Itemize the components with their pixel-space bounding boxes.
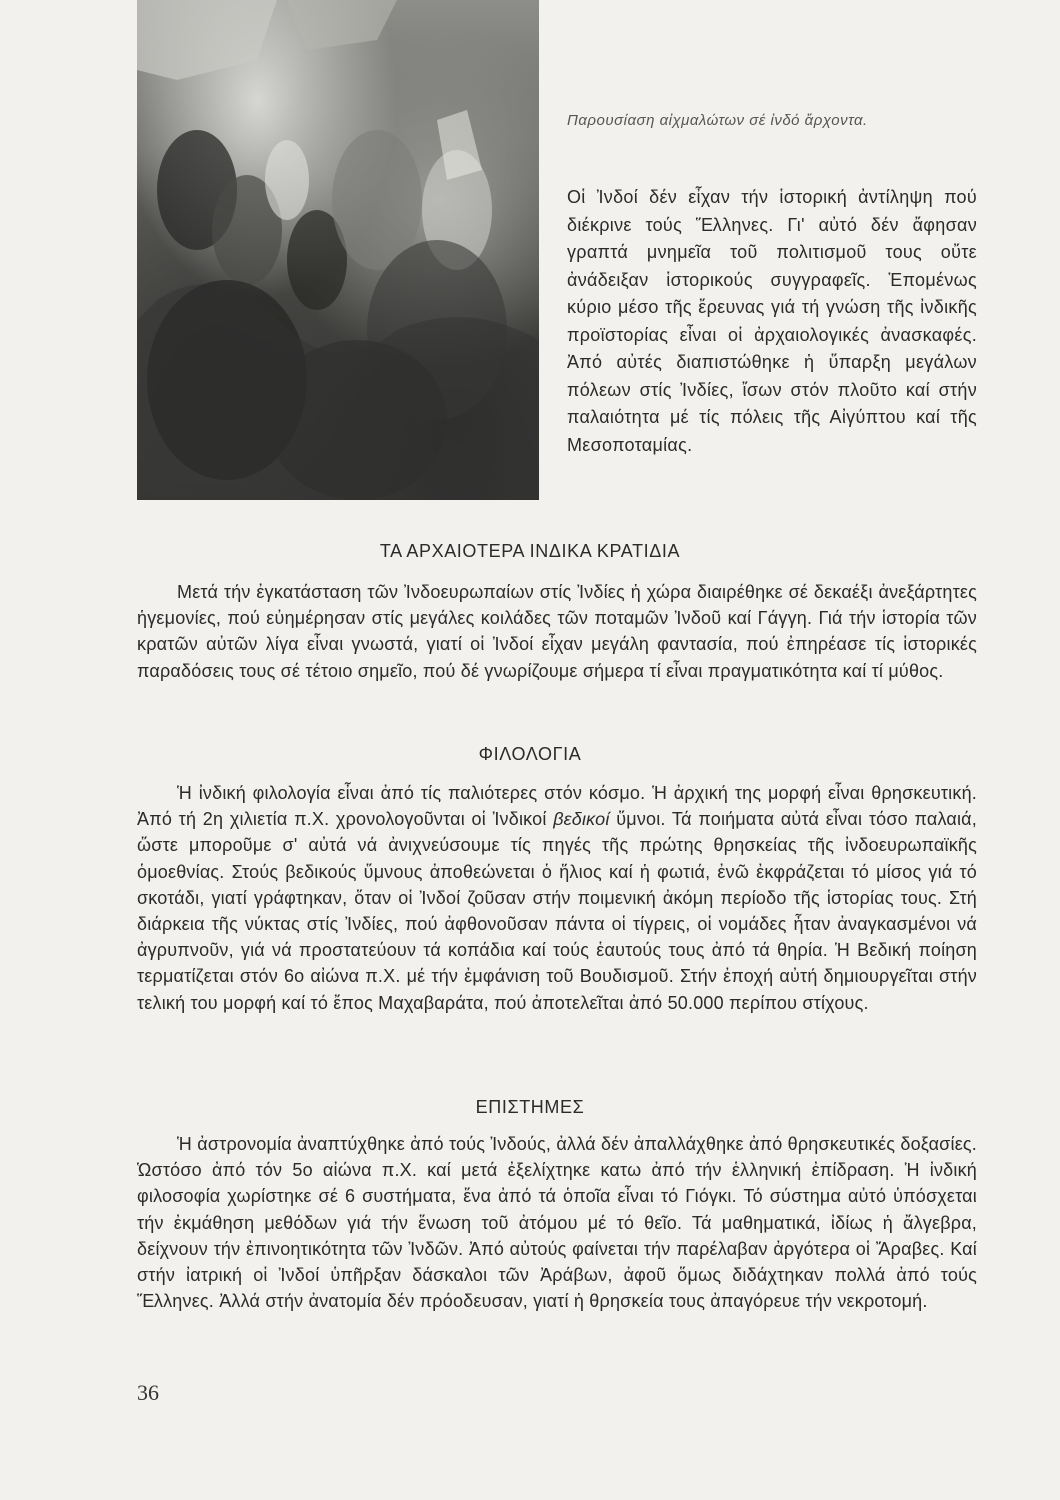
section-text-filologia — [137, 780, 977, 1016]
section-text-kratidia — [137, 579, 977, 684]
illustration-caption: Παρουσίαση αἰχμαλώτων σέ ἰνδό ἄρχοντα. — [567, 112, 868, 129]
intro-paragraph: Οἱ Ἰνδοί δέν εἶχαν τήν ἱστορική ἀντίληψη πού διέκρινε τούς Ἕλληνες. Γι' αὐτό δέν ἄφησαν γραπτά μνημεῖα τοῦ πολιτισμοῦ τους οὔτε ἀνάδειξαν ἱστορικούς συγγραφεῖς. Ἑπομένως κύριο μέσο τῆς ἔρευνας γιά τή γνώση τῆς ἰνδικῆς προϊστορίας εἶναι οἱ ἀρχαιολογικές ἀνασκαφές. Ἀπό αὐτές διαπιστώθηκε ἡ ὕπαρξη μεγάλων πόλεων στίς Ἰνδίες, ἴσων στόν πλοῦτο καί στήν παλαιότητα μέ τίς πόλεις τῆς Αἰγύπτου καί τῆς Μεσοποταμίας. — [567, 187, 977, 455]
section-heading-kratidia: ΤΑ ΑΡΧΑΙΟΤΕΡΑ ΙΝΔΙΚΑ ΚΡΑΤΙΔΙΑ — [379, 541, 681, 561]
section-heading-epistimes: ΕΠΙΣΤΗΜΕΣ — [475, 1097, 585, 1117]
illustration-captives-before-ruler — [137, 0, 539, 500]
paragraph-filologia — [137, 780, 977, 1016]
paragraph-epistimes: Ἡ ἀστρονομία ἀναπτύχθηκε ἀπό τούς Ἰνδούς, ἀλλά δέν ἀπαλλάχθηκε ἀπό θρησκευτικές δοξασίες. Ὡστόσο ἀπό τόν 5ο αἰώνα π.Χ. καί μετά ἐξελίχτηκε κατω ἀπό τήν ἑλληνική ἐπίδραση. Ἡ ἰνδική φιλοσοφία χωρίστηκε σέ 6 συστήματα, ἕνα ἀπό τά ὁποῖα εἶναι τό Γιόγκι. Τό σύστημα αὐτό ὑπόσχεται τήν ἐκμάθηση μεθόδων γιά τήν ἕνωση τοῦ ἀτόμου μέ τό θεῖο. Τά μαθηματικά, ἰδίως ἡ ἄλγεβρα, δείχνουν τήν ἐπινοητικότητα τῶν Ἰνδῶν. Ἀπό αὐτούς φαίνεται τήν παρέλαβαν ἀργότερα οἱ Ἄραβες. Καί στήν ἰατρική οἱ Ἰνδοί ὑπῆρξαν δάσκαλοι τῶν Ἀράβων, ἀφοῦ ὅμως διδάχτηκαν πολλά ἀπό τούς Ἕλληνες. Ἀλλά στήν ἀνατομία δέν πρόοδευσαν, γιατί ἡ θρησκεία τους ἀπαγόρευε τήν νεκροτομή. — [137, 1134, 977, 1312]
filologia-text-part-1: Ἡ ἰνδική φιλολογία εἶναι ἀπό τίς παλιότερες στόν κόσμο. Ἡ ἀρχική της μορφή εἶναι θρησκευτική. Ἀπό τή 2η χιλιετία π.Χ. χρονολογοῦνται οἱ Ἰνδικοί — [137, 783, 977, 830]
filologia-text-part-2: ὕμνοι. Τά ποιήματα αὐτά εἶναι τόσο παλαιά, ὥστε μποροῦμε σ' αὐτά νά ἀνιχνεύσουμε τίς πηγές τῆς πρώτης θρησκείας τῆς ἰνδοευρωπαϊκῆς ὁμοεθνίας. Στούς βεδικούς ὕμνους ἀποθεώνεται ὁ ἥλιος καί ἡ φωτιά, ἐνῶ ἐκφράζεται τό μίσος γιά τό σκοτάδι, γιατί γράφτηκαν, ὅταν οἱ Ἰνδοί ζοῦσαν στήν ποιμενική ἀκόμη περίοδο τῆς ἱστορίας τους. Στή διάρκεια τῆς νύκτας στίς Ἰνδίες, πού ἀφθονοῦσαν πάντα οἱ τίγρεις, οἱ νομάδες ἦταν ἀναγκασμένοι νά ἀγρυπνοῦν, γιά νά προστατεύουν τά κοπάδια καί τούς ἑαυτούς τους ἀπό τά θηρία. Ἡ Βεδική ποίηση τερματίζεται στόν 6ο αἰώνα π.Χ. μέ τήν ἐμφάνιση τοῦ Βουδισμοῦ. Στήν ἐποχή αὐτή δημιουργεῖται στήν τελική του μορφή καί τό ἔπος Μαχαβαράτα, πού ἀποτελεῖται ἀπό 50.000 περίπου στίχους. — [137, 809, 977, 1013]
section-heading-filologia: ΦΙΛΟΛΟΓΙΑ — [478, 744, 582, 764]
filologia-italic-term: βεδικοί — [553, 809, 610, 830]
paragraph-kratidia: Μετά τήν ἐγκατάσταση τῶν Ἰνδοευρωπαίων στίς Ἰνδίες ἡ χώρα διαιρέθηκε σέ δεκαέξι ἀνεξάρτητες ἡγεμονίες, πού εὐημέρησαν στίς μεγάλες κοιλάδες τῶν ποταμῶν Ἰνδοῦ καί Γάγγη. Γιά τήν ἱστορία τῶν κρατῶν αὐτῶν λίγα εἶναι γνωστά, γιατί οἱ Ἰνδοί εἶχαν μεγάλη φαντασία, πού ἐπηρέασε τίς ἱστορικές παραδόσεις τους σέ τέτοιο σημεῖο, πού δέ γνωρίζουμε σήμερα τί εἶναι πραγματικότητα καί τί μύθος. — [137, 582, 977, 681]
illustration-figures — [137, 0, 539, 500]
page-number: 36 — [137, 1380, 159, 1405]
section-text-epistimes — [137, 1131, 977, 1314]
